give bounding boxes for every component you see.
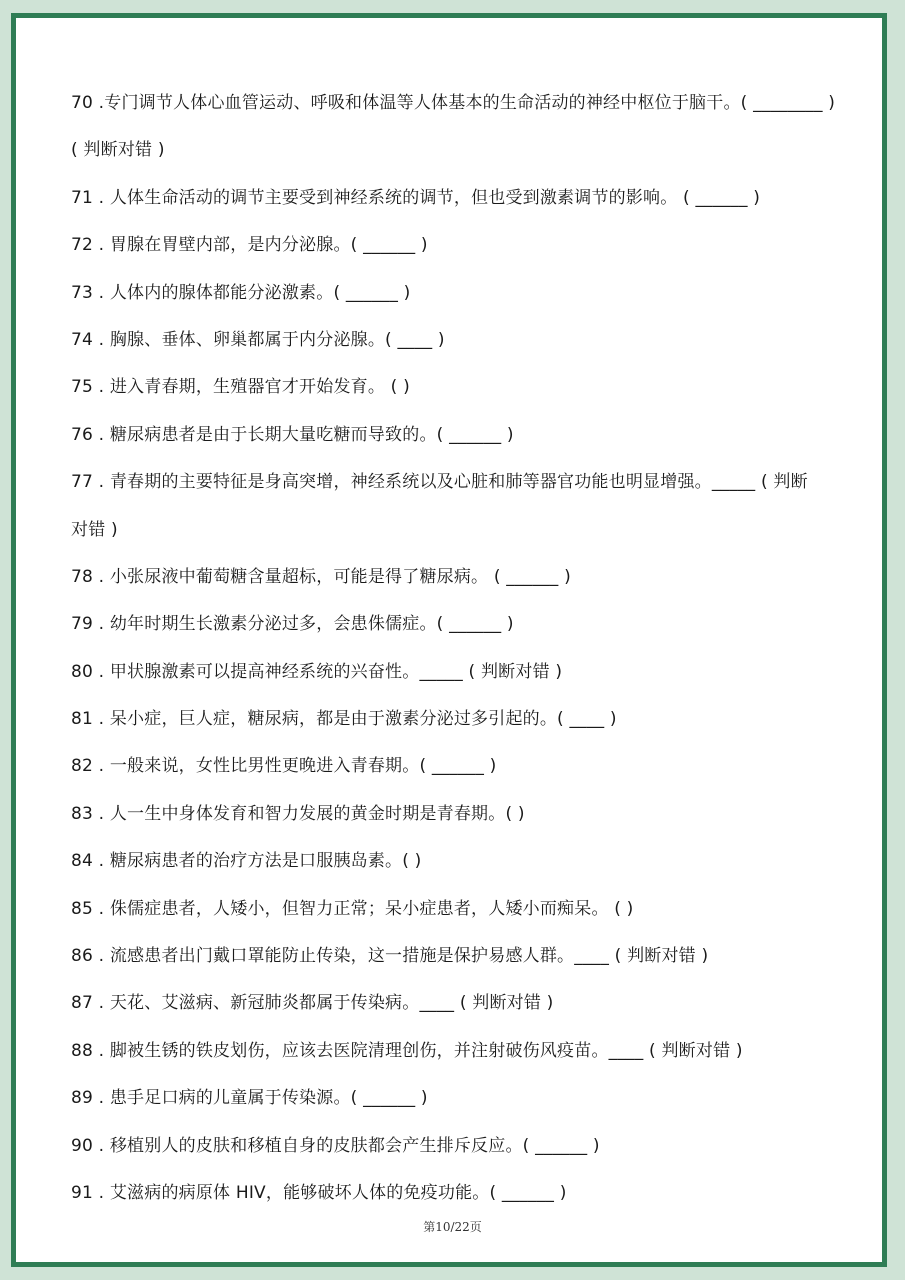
question-73: 73 . 人体内的腺体都能分泌激素。( ______ )	[71, 282, 411, 303]
question-88: 88 . 脚被生锈的铁皮划伤，应该去医院清理创伤，并注射破伤风疫苗。____ ( 判断对错 )	[71, 1040, 743, 1061]
question-76: 76 . 糖尿病患者是由于长期大量吃糖而导致的。( ______ )	[71, 424, 514, 445]
question-72: 72 . 胃腺在胃壁内部，是内分泌腺。( ______ )	[71, 235, 428, 256]
question-70-line-2: ( 判断对错 )	[71, 140, 165, 161]
question-78: 78 . 小张尿液中葡萄糖含量超标，可能是得了糖尿病。 ( ______ )	[71, 566, 571, 587]
question-82: 82 . 一般来说，女性比男性更晚进入青春期。( ______ )	[71, 756, 497, 777]
question-74: 74 . 胸腺、垂体、卵巢都属于内分泌腺。( ____ )	[71, 329, 445, 350]
question-83: 83 . 人一生中身体发育和智力发展的黄金时期是青春期。( )	[71, 803, 525, 824]
question-90: 90 . 移植别人的皮肤和移植自身的皮肤都会产生排斥反应。( ______ )	[71, 1135, 600, 1156]
question-85: 85 . 侏儒症患者，人矮小，但智力正常；呆小症患者，人矮小而痴呆。 ( )	[71, 898, 634, 919]
question-77-line-2: 对错 )	[71, 519, 118, 540]
question-86: 86 . 流感患者出门戴口罩能防止传染，这一措施是保护易感人群。____ ( 判断对错 )	[71, 946, 709, 967]
question-91: 91 . 艾滋病的病原体 HIV，能够破坏人体的免疫功能。( ______ )	[71, 1182, 567, 1203]
question-89: 89 . 患手足口病的儿童属于传染源。( ______ )	[71, 1088, 428, 1109]
question-list	[71, 80, 871, 1217]
question-80: 80 . 甲状腺激素可以提高神经系统的兴奋性。_____ ( 判断对错 )	[71, 661, 563, 682]
page-number: 第10/22页	[423, 1220, 482, 1234]
question-71: 71 . 人体生命活动的调节主要受到神经系统的调节，但也受到激素调节的影响。 ( ______ )	[71, 187, 761, 208]
question-75: 75 . 进入青春期，生殖器官才开始发育。 ( )	[71, 377, 410, 398]
question-79: 79 . 幼年时期生长激素分泌过多，会患侏儒症。( ______ )	[71, 614, 514, 635]
question-87: 87 . 天花、艾滋病、新冠肺炎都属于传染病。____ ( 判断对错 )	[71, 993, 554, 1014]
question-70-line-1: 70 .专门调节人体心血管运动、呼吸和体温等人体基本的生命活动的神经中枢位于脑干。( ________ )	[71, 93, 836, 113]
document-page	[11, 13, 887, 1267]
question-77-line-1: 77 . 青春期的主要特征是身高突增，神经系统以及心脏和肺等器官功能也明显增强。_____ ( 判断	[71, 472, 808, 493]
question-84: 84 . 糖尿病患者的治疗方法是口服胰岛素。( )	[71, 851, 422, 872]
question-81: 81 . 呆小症，巨人症，糖尿病，都是由于激素分泌过多引起的。( ____ )	[71, 709, 617, 730]
